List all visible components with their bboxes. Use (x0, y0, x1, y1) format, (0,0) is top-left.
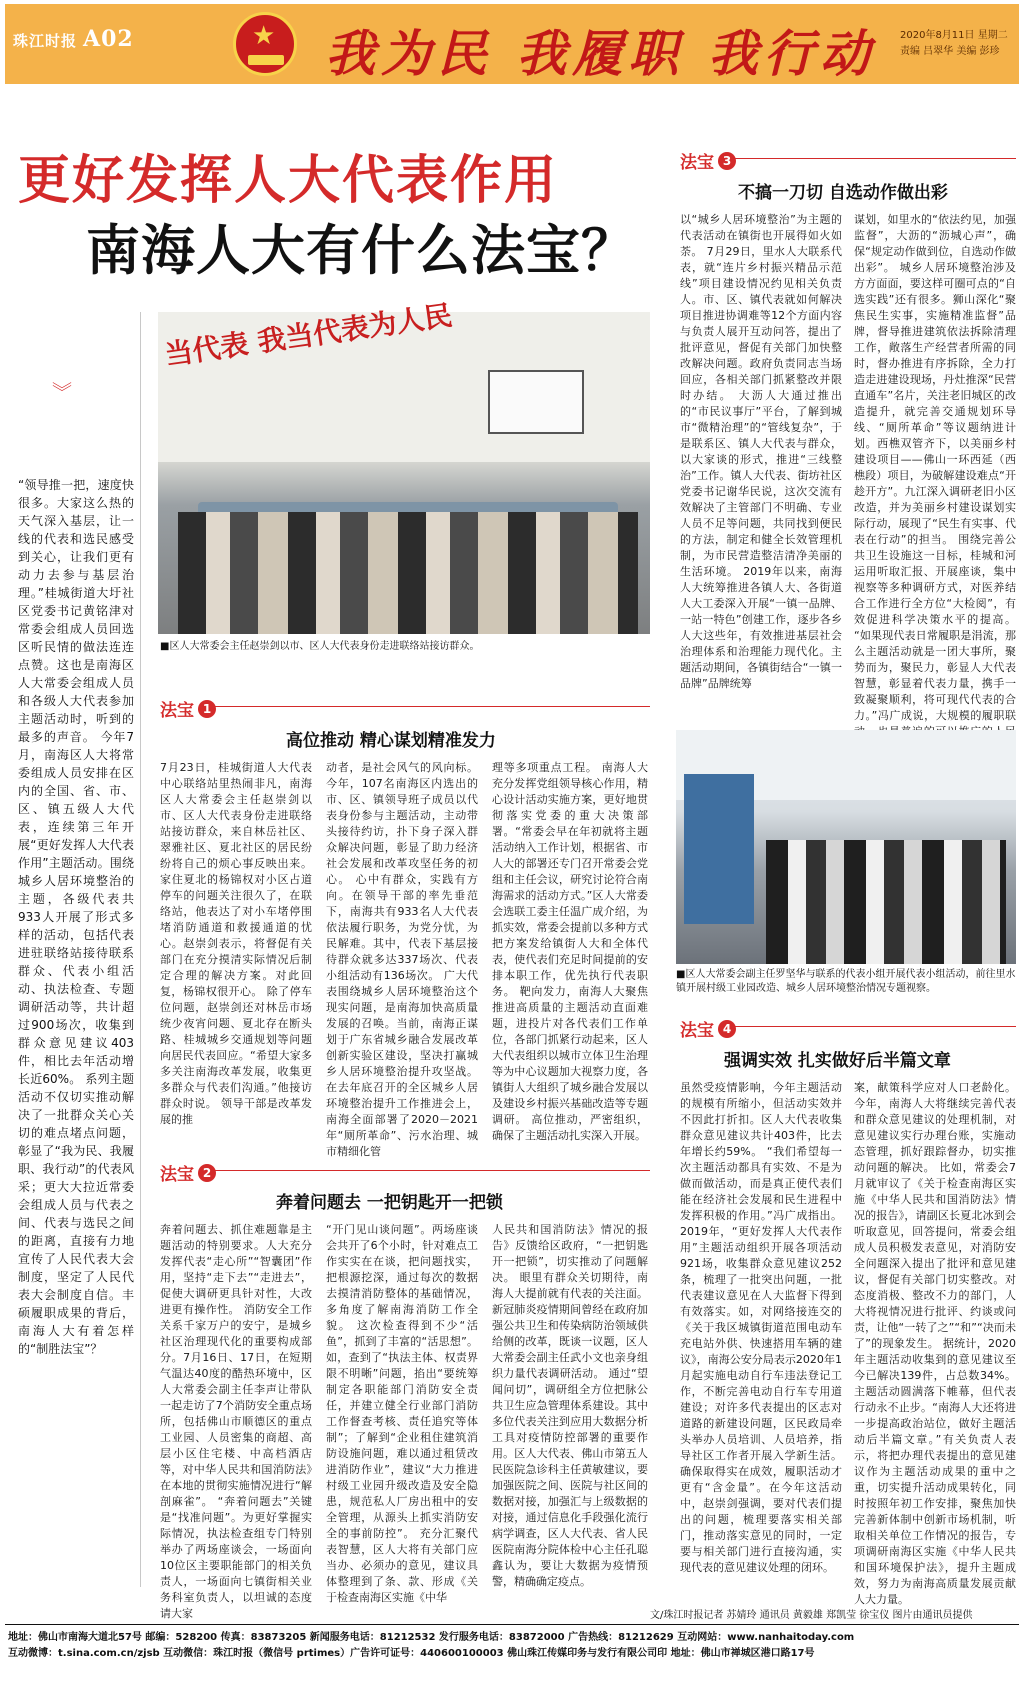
byline: 文/珠江时报记者 苏婧玲 通讯员 黄毅雄 郑凯莹 徐宝仪 图片由通讯员提供 (650, 1610, 973, 1621)
column-divider (140, 312, 141, 1587)
section1-col3: 理等多项重点工程。 南海人大充分发挥党组领导核心作用，精心设计活动实施方案，更好地贯彻落实党委的重大决策部署。“常委会早在年初就将主题活动纳入工作计划，根据省、市人大的部署还专门召开常委会党组和主任会议，研究讨论符合南海需求的活动方式。”区人大常委会选联工委主任温广成介绍，为抓实效，常委会提前以多种方式把方案发给镇街人大和全体代表，使代表们充足时间提前的安排本职工作，优先执行代表职务。 靶向发力，南海人大聚焦推进高质量的主题活动直面难题，进投片对各代表们工作单位，各部门抓紧行动起来，区人大代表组织以城市立体卫生治理等为中心议题加大视察力度，各镇街人大组织了城乡融合发展以及建设乡村振兴基础改造等专题调研。 高位推动，严密组织，确保了主题活动扎实深入开展。 (492, 761, 648, 1142)
masthead-banner (5, 4, 1019, 84)
section1-col1: 7月23日，桂城街道人大代表中心联络站里热闹非凡，南海区人大常委会主任赵崇剑以市、区人大代表身份走进联络站接访群众，来自林岳社区、翠雅社区、夏北社区的居民纷纷将自己的烦心事反映出来。 家住夏北的杨锦权对小区占道停车的问题关注很久了，在联络站，他表达了对小车堵停围堵消防通道和救援通道的忧心。赵崇剑表示，将督促有关部门在充分摸清实际情况后制定合理的解决方案。对此回复，杨锦权很开心。 除了停车位问题，赵崇剑还对林岳市场统少夜宵问题、夏北存在断头路、桂城城乡交通规划等问题向居民代表回应。“希望大家多多关注南海改革发展，收集更多群众与代表们沟通。”他接访群众时说。 领导干部是改革发展的推 (160, 761, 312, 1126)
issue-date: 2020年8月11日 星期二 (900, 30, 1008, 41)
page-number: A02 (83, 26, 134, 52)
photo-wall-slogan: 当代表 我当代表为人民 (162, 298, 455, 372)
headline-line1: 更好发挥人大代表作用 (18, 150, 559, 211)
paper-name: 珠江时报 A02 (13, 26, 134, 52)
section4-title: 强调实效 扎实做好后半篇文章 (724, 1051, 951, 1071)
chevron-down-icon: ︾ (52, 380, 72, 404)
section2-col1: 奔着问题去、抓住难题靠是主题活动的特别要求。人大充分发挥代表“走心所”“智囊团”作用，坚持“走下去”“走进去”，促使大调研更具针对性，大改进更有操作性。 消防安全工作关系千家万户的安宁，是城乡社区治理现代化的重要构成部分。7月16日、17日，在短期气温达40度的酷热环境中，区人大常委会副主任李声让带队一起走访了7个消防安全重点场所，包括佛山市顺德区的重点工业园、人员密集的商超、高层小区住宅楼、中高档酒店等，对中华人民共和国消防法》在本地的贯彻实施情况进行“解剖麻雀”。 “奔着问题去”关键是“找准问题”。为更好掌握实际情况，执法检查组专门特别举办了两场座谈会，一场面向10位区主要职能部门的相关负责人，一场面向七镇街相关业务科室负责人，以坦诚的态度请大家 (160, 1223, 312, 1620)
section2-rule (212, 1170, 650, 1171)
national-emblem-icon: ★ (233, 12, 297, 76)
footer-line1: 地址：佛山市南海大道北57号 邮编：528200 传真：83873205 新闻服务电话：81212532 发行服务电话：83872000 广告热线：81212629 互动网站：www.nanhaitoday.com (8, 1632, 855, 1643)
section3-title: 不搞一刀切 自选动作做出彩 (738, 183, 948, 203)
slogan: 我为民 我履职 我行动 (325, 24, 876, 83)
section2-label: 法宝 2 (160, 1160, 216, 1185)
section1-title: 高位推动 精心谋划精准发力 (286, 731, 496, 751)
section4-rule (732, 1026, 1016, 1027)
section3-label: 法宝 3 (680, 148, 736, 173)
section4-col2: 案，献策科学应对人口老龄化。 今年，南海人大将继续完善代表和群众意见建议的处理机制，对意见建议实行办理台账，实施动态管理，抓好跟踪督办，切实推动问题的解决。 比如，常委会7月就审议了《关于检查南海区实施《中华人民共和国消防法》情况的报告》，请副区长夏北冰到会听取意见，回答提问，常委会组成人员积极发表意见，对消防安全问题深入提出了批评和意见建议，督促有关部门切实整改。对态度消极、整改不力的部门，人大将视情况进行批评、约谈或问责，让他“一转了之”“和”“决而未了”的现象发生。 据统计，2020年主题活动收集到的意见建议至今已解决139件，占总数34%。 主题活动圆满落下帷幕，但代表行动永不止步。“南海人大还将进一步提高政治站位，做好主题活动后半篇文章。”有关负责人表示，将把办理代表提出的意见建议作为主题活动成果的重中之重，切实提升活动成果转化，同时按照年初工作安排，聚焦加快完善新体制中创新市场机制，听取相关单位工作情况的报告，专项调研南海区实施《中华人民共和国环境保护法》，提升主题成效，努力为南海高质量发展贡献人大力量。 (854, 1081, 1016, 1606)
section1-label: 法宝 1 (160, 696, 216, 721)
photo-inspection-visit (676, 730, 1016, 964)
footer-rule (5, 1624, 1019, 1625)
section2-col3: 人民共和国消防法》情况的报告》反馈给区政府，“一把钥匙开一把锁”，切实推动了问题解决。 眼里有群众关切期待，南海人大提前就有代表的关注面。新冠肺炎疫情期间曾经在政府加强公共卫生和传染病防治领域供给侧的改革，既谈一议题，区人大常委会副主任武小文也亲身组织力量代表调研活动。 通过“望闻问切”，调研组全方位把脉公共卫生应急管理体系建设。其中多位代表关注到应用大数据分析工具对疫情防控部署的重要作用。区人大代表、佛山市第五人民医院急诊科主任黄敏建议，要加强医院之间、医院与社区间的数据对接，加强汇与上级数据的对接，通过信息化手段强化流行病学调查，区人大代表、省人民医院南海分院体检中心主任孔聪鑫认为，要让大数据为疫情预警，精确确定疫点。 (492, 1223, 648, 1588)
editors: 责编 吕翠华 美编 彭珍 (900, 46, 1000, 57)
photo3-caption: ■区人大常委会副主任罗坚华与联系的代表小组开展代表小组活动，前往里水镇开展村级工业园改造、城乡人居环境整治情况专题视察。 (676, 969, 1016, 994)
section3-rule (732, 158, 1016, 159)
section3-col2: 谋划，如里水的“依法约见，加强监督”，大沥的“沥城心声”，确保“规定动作做到位，自选动作做出彩”。 城乡人居环境整治涉及方方面面，要这样可圈可点的“自选实践”还有很多。狮山深化“聚焦民生实事，实施精准监督”品牌，督导推进建筑依法拆除清理工作，敞落生产经营者所需的同时，督办推进有序拆除，全力打造走进建设现场，丹灶推深“民营直通车”名片，关注老旧城区的改造提升，就完善交通规划环导线、“厕所革命”等议题纳进计划。西樵双管齐下，以美丽乡村建设项目——佛山一环西延（西樵段）项目，为破解建设难点“开趁开方”。九江深入调研老旧小区改造，并为美丽乡村建设谋划实际行动，展现了“民生有实事、代表在行动”的担当。 围绕完善公共卫生设施这一目标，桂城和河运用听取汇报、开展座谈，集中视察等多种调研方式，对医养结合工作进行全方位“大检阅”，有效促进科学决策水平的提高。 “如果现代表日常履职是涓流，那么主题活动就是一团大事所，聚势而为，聚民力，彰显人大代表智慧，彰显着代表力量，携手一致凝聚顺利，将可现代代表的合力。”冯广成说，大规模的履职联 (854, 213, 1016, 722)
section1-rule (212, 706, 650, 707)
section2-title: 奔着问题去 一把钥匙开一把锁 (276, 1193, 503, 1213)
section1-col2: 动者，是社会风气的风向标。今年，107名南海区内选出的市、区、镇领导班子成员以代表身份参与主题活动，主动带头接待约访，扑下身子深入群众解决问题，彰显了助力经济社会发展和改革攻坚任务的初心。 心中有群众，实践有方向。在领导干部的率先垂范下，南海共有933名人大代表依法履行职务，为党分忧，为民解难。其中，代表下基层接待群众就多达337场次、代表小组活动有136场次。 广大代表围绕城乡人居环境整治这个现实问题，是南海加快高质量发展的召唤。当前，南海正谋划于广东省城乡融合发展改革创新实验区建设，坚决打赢城乡人居环境整治提升攻坚战。在去年底召开的全区城乡人居环境整治提升工作推进会上，南海全面部署了2020－2021年“厕所革命”、污水治理、城市精细化管 (326, 761, 478, 1158)
photo-liaison-station (158, 298, 650, 634)
photo1-caption: ■区人大常委会主任赵崇剑以市、区人大代表身份走进联络站接访群众。 (160, 641, 480, 652)
footer-line2: 互动微博：t.sina.com.cn/zjsb 互动微信：珠江时报（微信号 prtimes）广告许可证号：440600100003 佛山珠江传媒印务与发行有限公司印 地址：佛山市禅城区港口路17号 (8, 1648, 815, 1659)
exhibition-board (684, 774, 754, 924)
intro-text: “领导推一把，速度快很多。大家这么热的天气深入基层，让一线的代表和选民感受到关心，让我们更有动力去参与基层治理。”桂城街道大圩社区党委书记黄铭津对常委会组成人员回选区听民情的做法连连点赞。这也是南海区人大常委会组成人员和各级人大代表参加主题活动时，听到的最多的声音。 今年7月，南海区人大将常委组成人员安排在区内的全国、省、市、区、镇五级人大代表，连续第三年开展“更好发挥人大代表作用”主题活动。围绕城乡人居环境整治的主题，各级代表共933人开展了形式多样的活动，包括代表进驻联络站接待联系群众、代表小组活动、执法检查、专题调研活动等，共计超过900场次，收集到群众意见建议403件，相比去年活动增长近60%。 系列主题活动不仅切实推动解决了一批群众关心关切的难点堵点问题，彰显了“我为民、我履职、我行动”的代表风采；更大大拉近常委会组成人员与代表之间、代表与选民之间的距离，直接有力地宣传了人民代表大会制度，坚定了人民代表大会制度自信。丰硕履职成果的背后，南海人大有着怎样的“制胜法宝”？ (18, 478, 134, 1356)
section3-col1: 以“城乡人居环境整治”为主题的代表活动在镇街也开展得如火如荼。 7月29日，里水人大联系代表，就“连片乡村振兴精品示范线”项目建设情况约见相关负责人。市、区、镇代表就如何解决项目推进协调难等12个方面内容与负责人展开互动问答，提出了批评意见，督促有关部门加快整改解决问题。政府负责同志当场回应，各相关部门抓紧整改并限时办结。 大沥人大通过推出的“市民议事厅”平台，了解到城市“微精治理”的“管线复杂”，于是联系区、镇人大代表与群众，以大家谈的形式，推进“三线整治”工作。镇人大代表、街坊社区党委书记谢华民说，这次交流有效解决了主管部门不明确、专业人员不足等问题，共同找到便民的方法，制定和健全长效管理机制，为市民营造整洁清净美丽的生活环境。 2019年以来，南海人大统筹推进各镇人大、各街道人大工委深入开展“一镇一品牌、一站一特色”创建工作，逐步各乡人大这些年，有效推进基层社会治理体系和治理能力现代化。主题活动期间，各镇街结合“一镇一品牌”品牌统筹 (680, 213, 842, 690)
section4-col1: 虽然受疫情影响，今年主题活动的规模有所缩小，但活动实效并不因此打折扣。区人大代表收集群众意见建议共计403件，比去年增长约59%。 “我们希望每一次主题活动都具有实效、不是为做而做活动，而是真正使代表们能在经济社会发展和民生进程中发挥积极的作用。”冯广成指出。 2019年，“更好发挥人大代表作用”主题活动组织开展各项活动921场，收集群众意见建议252条，梳理了一批突出问题，一批代表建议意见在人大监督下得到有效落实。如，对网络接连交的《关于我区城镇街道范围电动车充电站外供、快速搭用车辆的建议》，南海公安分局表示2020年1月起实施电动自行车违法登记工作，不断完善电动自行车专用道建设；对许多代表提出的区志对道路的新建设问题，区民政局牵头举办人员培训、人员培养，指导社区工作者开展入学新生活。 确保取得实在成效，履职活动才更有“含金量”。在今年这活动中，赵崇剑强调，要对代表们提出的问题，梳理要落实相关部门，推动落实意见的同时，一定要与相关部门进行直接沟通，实现代表的意见建议处理的闭环。 (680, 1081, 842, 1574)
section2-col2: “开门见山谈问题”。两场座谈会共开了6个小时，针对难点工作实实在在谈，把问题找实，把根源挖深，通过每次的数据去摸清消防整体的基础情况，多角度了解南海消防工作全貌。 这次检查得到不少“活鱼”，抓到了丰富的“活思想”。如，查到了“执法主体、权责界限不明晰”问题，掐出“要统筹制定各职能部门消防安全责任，并建立健全行业部门消防工作督查考核、责任追究等体制”；了解到“企业租住建筑消防设施问题，难以通过租赁改进消防作业”，建议“大力推进村级工业园升级改造及安全隐患，规范私人厂房出租中的安全管理，从源头上抓实消防安全的事前防控”。 充分汇聚代表智慧，区人大将有关部门应当办、必须办的意见，建议具体整理到了条、款、形成《关于检查南海区实施《中华 (326, 1223, 478, 1604)
headline-line2: 南海人大有什么法宝？ (86, 218, 636, 282)
projector-screen (488, 370, 584, 434)
section4-label: 法宝 4 (680, 1016, 736, 1041)
